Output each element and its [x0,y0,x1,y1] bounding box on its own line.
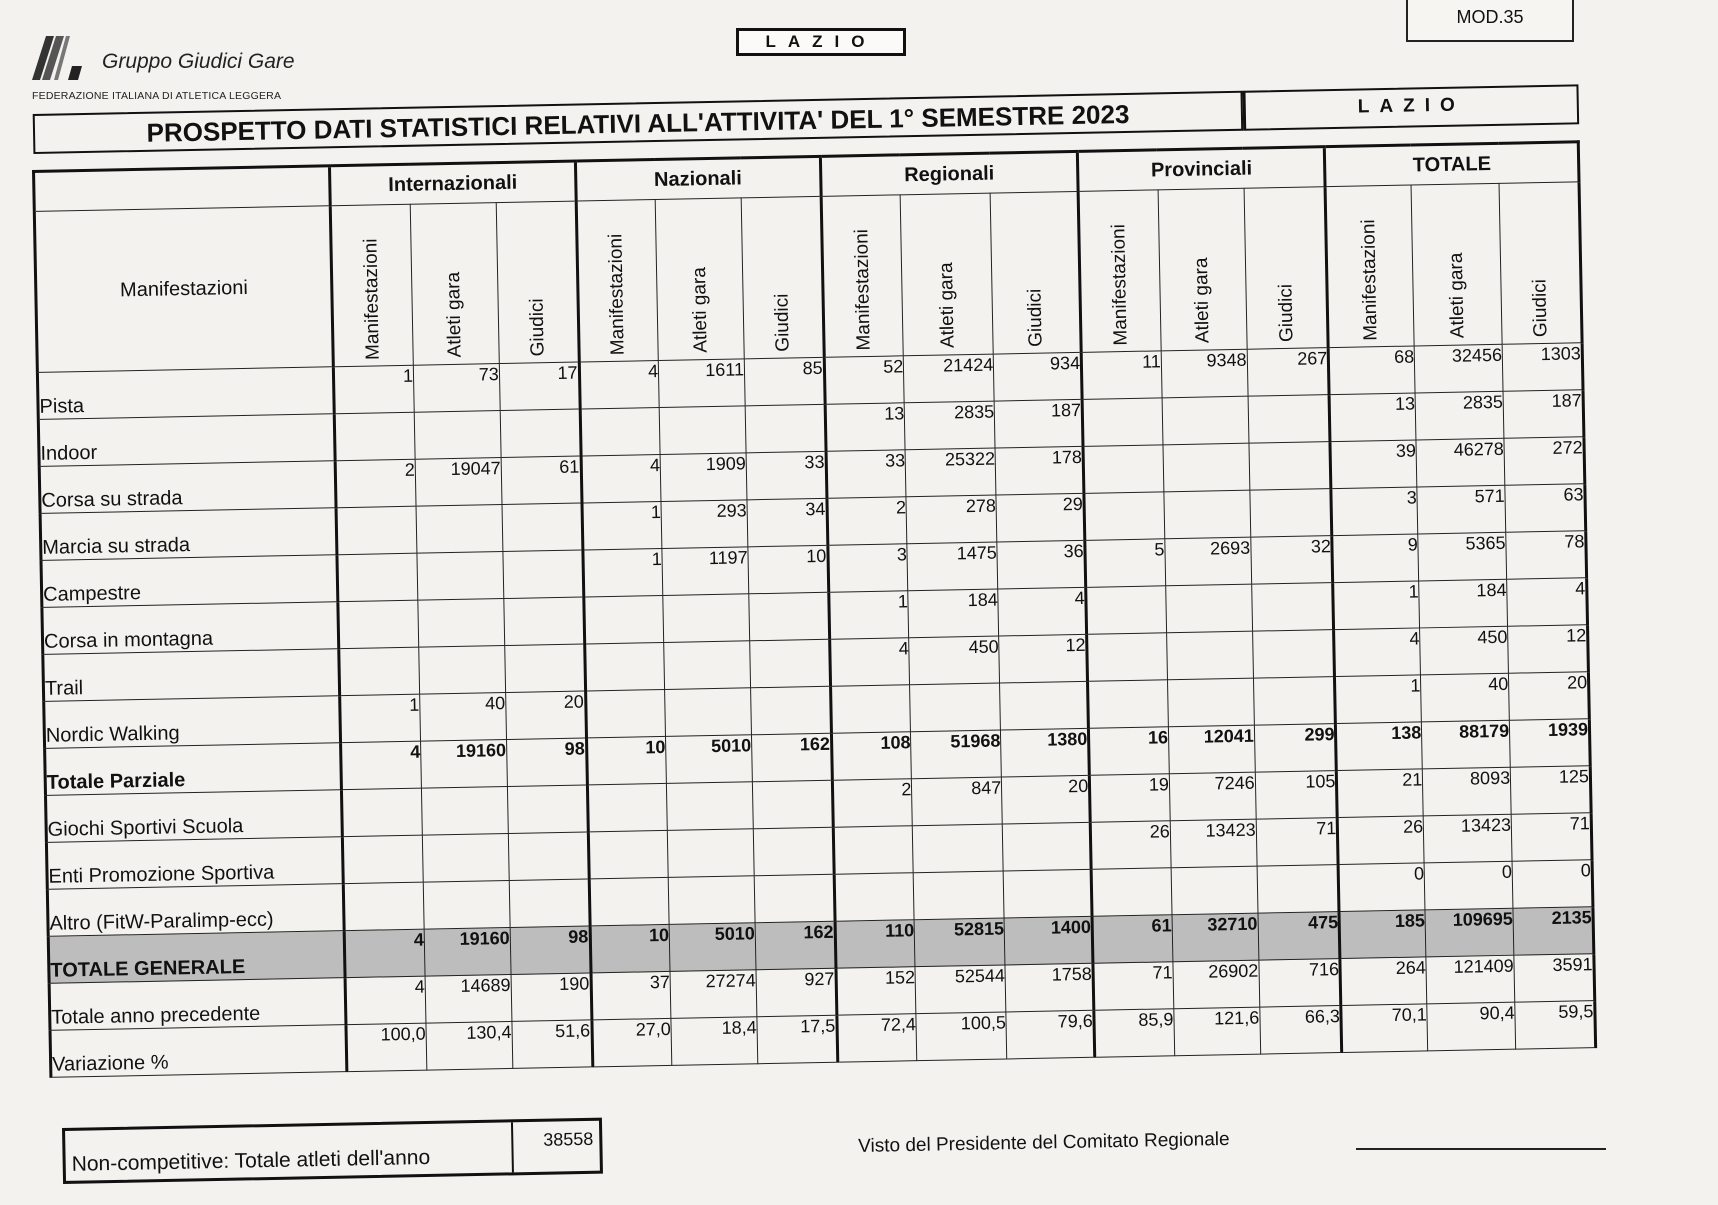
table-cell [913,824,1004,873]
table-cell: 27274 [670,970,757,1019]
table-cell [1163,443,1250,492]
table-cell: 138 [1336,722,1423,771]
table-cell [587,783,668,832]
table-cell: 185 [1339,910,1426,959]
table-cell: 450 [909,636,1000,685]
table-cell: 1939 [1509,719,1590,768]
column-header-label: Atleti gara [1445,252,1469,339]
table-cell: 40 [1421,673,1510,722]
column-header-label: Giudici [526,298,549,357]
column-header [496,201,579,364]
table-cell: 9 [1332,534,1419,583]
table-cell: 125 [1510,766,1591,815]
column-header-label: Atleti gara [443,272,467,359]
table-cell [1082,398,1163,447]
table-cell [663,594,750,643]
table-cell: 20 [1002,775,1091,824]
table-cell: 12 [1508,625,1589,674]
group-header: Nazionali [575,156,821,201]
table-cell: 19 [1090,774,1171,823]
table-cell: 36 [997,540,1086,589]
table-cell: 2 [832,779,913,828]
table-cell: 2835 [1415,391,1504,440]
row-label: Corsa in montagna [42,602,339,655]
table-cell: 5 [1085,539,1166,588]
table-cell: 19047 [415,458,502,507]
column-header-label: Giudici [1274,283,1298,343]
table-cell: 1303 [1502,343,1583,392]
table-cell: 98 [510,926,591,975]
table-cell: 2835 [905,401,996,450]
column-header [1244,187,1329,350]
row-label: Totale anno precedente [49,978,346,1031]
table-cell: 70,1 [1341,1004,1428,1053]
table-cell [422,833,509,882]
table-cell: 13 [1330,393,1417,442]
table-cell [416,505,503,554]
table-cell [1166,584,1253,633]
table-cell: 68 [1329,346,1416,395]
column-header [901,193,994,356]
table-cell: 73 [413,364,500,413]
column-header [331,204,414,367]
org-name: Gruppo Giudici Gare [102,50,295,73]
table-cell [585,689,666,738]
table-cell [1086,586,1167,635]
table-cell: 40 [420,693,507,742]
group-header: TOTALE [1325,142,1579,187]
table-cell: 46278 [1416,438,1505,487]
table-cell: 32710 [1172,913,1259,962]
table-cell: 2135 [1513,907,1594,956]
table-cell [1084,492,1165,541]
table-cell: 39 [1330,440,1417,489]
table-cell [344,882,425,931]
table-cell [833,826,914,875]
table-cell: 121,6 [1174,1007,1261,1056]
region-label-top: LAZIO [736,28,906,56]
table-cell [1253,677,1336,726]
table-cell: 51968 [911,730,1002,779]
column-header-label: Manifestazioni [1108,223,1132,346]
table-cell: 17,5 [757,1015,838,1064]
table-cell: 21 [1337,769,1424,818]
row-label: TOTALE GENERALE [48,931,345,984]
table-cell: 2 [827,497,908,546]
table-cell: 475 [1258,912,1341,961]
table-cell: 20 [1509,672,1590,721]
org-subtitle: FEDERAZIONE ITALIANA DI ATLETICA LEGGERA [32,90,282,102]
table-cell [914,871,1005,920]
table-cell: 4 [344,929,425,978]
table-cell [753,827,834,876]
table-cell: 4 [345,976,426,1025]
table-cell: 63 [1505,484,1586,533]
table-cell: 4 [579,361,660,410]
table-cell: 61 [1092,915,1173,964]
table-cell [502,503,583,552]
table-cell [1166,631,1253,680]
row-label: Giochi Sportivi Scuola [46,790,343,843]
table-cell: 267 [1247,348,1330,397]
row-header: Manifestazioni [34,206,333,373]
table-cell: 4 [1334,628,1421,677]
group-header: Provinciali [1078,147,1326,192]
column-header-label: Atleti gara [935,262,959,349]
table-cell [1000,681,1089,730]
table-cell: 5365 [1418,532,1507,581]
table-cell: 130,4 [426,1021,513,1070]
table-cell: 32456 [1414,344,1503,393]
table-cell: 1 [340,694,421,743]
table-cell: 187 [1503,390,1584,439]
table-cell: 13423 [1170,819,1257,868]
table-cell [418,599,505,648]
table-cell: 13 [825,403,906,452]
table-cell: 5010 [666,735,753,784]
column-header [990,191,1081,354]
table-cell [508,832,589,881]
stats-table [32,140,1597,1078]
table-cell: 26 [1090,821,1171,870]
table-cell: 52544 [915,965,1006,1014]
row-label: Corsa su strada [39,461,336,514]
column-header [1326,185,1415,348]
table-cell: 1 [582,548,663,597]
row-label: Trail [43,649,340,702]
table-cell: 19160 [424,927,511,976]
table-cell: 72,4 [837,1014,918,1063]
table-cell [834,873,915,922]
column-header-label: Atleti gara [688,267,712,354]
table-cell [342,788,423,837]
table-cell: 13423 [1423,814,1512,863]
column-header [821,195,904,358]
table-cell: 17 [499,362,580,411]
table-cell: 0 [1512,860,1593,909]
table-cell: 71 [1511,813,1592,862]
column-header [576,200,659,363]
table-cell: 33 [746,451,827,500]
table-cell: 1380 [1001,728,1090,777]
table-cell [751,686,832,735]
table-cell: 299 [1254,724,1337,773]
column-header-row [34,182,1582,373]
table-cell: 4 [341,741,422,790]
table-cell: 8093 [1423,767,1512,816]
group-header: Internazionali [330,161,576,206]
table-cell: 847 [912,777,1003,826]
corner-cell [34,166,331,212]
table-cell [1248,395,1331,444]
table-cell: 450 [1420,626,1509,675]
table-cell: 20 [505,691,586,740]
table-cell: 52815 [914,918,1005,967]
table-cell: 108 [831,732,912,781]
row-label: Indoor [38,414,335,467]
table-cell: 78 [1506,531,1587,580]
table-cell: 52 [824,356,905,405]
table-cell [830,685,911,734]
table-cell: 934 [994,352,1083,401]
table-cell: 12041 [1168,725,1255,774]
form-code: MOD.35 [1456,7,1524,27]
table-cell: 88179 [1422,720,1511,769]
table-cell [1251,583,1334,632]
table-cell: 272 [1504,437,1585,486]
table-cell: 1 [1335,675,1422,724]
row-label: Altro (FitW-Paralimp-ecc) [47,884,344,937]
table-cell: 19160 [421,739,508,788]
table-cell: 10 [590,924,671,973]
table-cell: 71 [1093,962,1174,1011]
table-cell: 33 [826,450,907,499]
column-header-label: Atleti gara [1191,257,1214,344]
table-cell: 10 [748,545,829,594]
row-label: Campestre [41,555,338,608]
table-cell: 61 [501,456,582,505]
group-header: Regionali [820,151,1078,196]
table-body [37,343,1595,1078]
table-cell [500,409,581,458]
column-header [410,203,499,366]
table-cell: 27,0 [591,1018,672,1067]
table-cell: 109695 [1425,908,1514,957]
table-cell [423,880,510,929]
table-cell: 1758 [1005,963,1094,1012]
table-cell [1003,869,1092,918]
row-label: Enti Promozione Sportiva [46,837,343,890]
column-header-label: Manifestazioni [1358,218,1382,341]
form-code-box [1406,0,1574,42]
table-cell [910,683,1001,732]
table-cell [1087,633,1168,682]
table-cell [668,876,755,925]
table-cell [1162,396,1249,445]
column-header [1411,183,1502,346]
table-cell [504,597,585,646]
table-cell [419,646,506,695]
table-cell: 29 [996,493,1085,542]
table-cell [667,782,754,831]
table-cell: 190 [511,973,592,1022]
table-cell [1003,822,1092,871]
table-cell: 85 [744,357,825,406]
table-cell: 21424 [904,354,995,403]
table-cell: 14689 [425,974,512,1023]
table-cell: 110 [835,920,916,969]
table-cell: 105 [1255,771,1338,820]
table-cell: 16 [1089,727,1170,776]
table-cell: 1197 [662,547,749,596]
table-cell [414,411,501,460]
table-cell: 18,4 [671,1017,758,1066]
table-cell: 25322 [905,448,996,497]
page-title: PROSPETTO DATI STATISTICI RELATIVI ALL'ATTIVITA' DEL 1° SEMESTRE 2023 [33,91,1244,154]
table-cell: 162 [755,921,836,970]
table-cell [754,874,835,923]
table-cell: 4 [581,454,662,503]
table-cell: 178 [995,446,1084,495]
table-cell: 32 [1250,536,1333,585]
table-cell: 3 [1331,487,1418,536]
column-header [1078,190,1161,353]
table-cell [667,829,754,878]
column-header [655,198,744,361]
table-cell [1257,865,1340,914]
table-cell: 3 [828,544,909,593]
table-cell: 571 [1417,485,1506,534]
table-cell [665,688,752,737]
table-cell: 4 [829,638,910,687]
table-cell: 34 [747,498,828,547]
table-cell: 1 [334,365,415,414]
table-cell: 278 [906,495,997,544]
table-cell [749,592,830,641]
table-cell [339,647,420,696]
table-cell: 59,5 [1515,1001,1596,1050]
table-cell [1250,489,1333,538]
noncompetitive-value: 38558 [543,1128,594,1150]
column-header-label: Manifestazioni [360,237,384,360]
table-cell: 162 [752,733,833,782]
table-cell: 98 [506,738,587,787]
table-cell [584,642,665,691]
table-cell [659,406,746,455]
table-cell: 2693 [1165,537,1252,586]
table-cell: 9348 [1161,349,1248,398]
table-cell: 11 [1081,351,1162,400]
table-cell [752,780,833,829]
table-cell: 3591 [1514,954,1595,1003]
president-approval-label: Visto del Presidente del Comitato Regionale [858,1128,1230,1157]
column-header-label: Giudici [771,293,794,352]
table-cell: 26902 [1173,960,1260,1009]
table-cell [507,785,588,834]
signature-line [1356,1148,1606,1150]
noncompetitive-label: Non-competitive: Totale atleti dell'anno [65,1122,514,1181]
table-cell: 79,6 [1006,1010,1095,1059]
table-cell [421,786,508,835]
table-cell [336,506,417,555]
row-label: Totale Parziale [45,743,342,796]
table-cell: 264 [1340,957,1427,1006]
stats-sheet [32,140,1597,1078]
table-cell: 90,4 [1427,1002,1516,1051]
table-cell: 26 [1338,816,1425,865]
table-cell: 927 [756,968,837,1017]
table-cell [588,830,669,879]
table-cell [1083,445,1164,494]
table-cell [745,404,826,453]
table-cell: 85,9 [1094,1009,1175,1058]
table-cell: 100,0 [346,1023,427,1072]
table-cell: 100,5 [916,1012,1007,1061]
table-cell: 184 [908,589,999,638]
row-label: Variazione % [50,1025,347,1078]
table-cell [1088,680,1169,729]
column-header-label: Manifestazioni [850,228,875,351]
table-cell [338,600,419,649]
table-cell: 187 [994,399,1083,448]
row-label: Pista [37,367,334,420]
table-cell: 5010 [669,923,756,972]
table-cell [580,407,661,456]
table-cell [664,641,751,690]
table-cell: 152 [836,967,917,1016]
column-header [741,196,824,359]
table-cell: 4 [998,587,1087,636]
column-header [1158,188,1247,351]
row-label: Nordic Walking [44,696,341,749]
table-cell [583,595,664,644]
table-cell: 66,3 [1260,1006,1343,1055]
table-cell: 1 [1333,581,1420,630]
column-header-label: Manifestazioni [605,233,630,355]
table-cell [1167,678,1254,727]
table-cell [417,552,504,601]
table-cell [1171,866,1258,915]
table-cell [750,639,831,688]
table-cell: 1 [582,501,663,550]
row-label: Marcia su strada [40,508,337,561]
table-cell [589,877,670,926]
table-cell [1091,868,1172,917]
table-cell [335,412,416,461]
table-cell: 293 [661,500,748,549]
table-cell: 1909 [660,453,747,502]
column-header-label: Giudici [1529,278,1552,338]
table-cell: 716 [1259,959,1342,1008]
column-header-label: Giudici [1024,288,1047,347]
table-cell: 51,6 [512,1020,593,1069]
table-cell: 0 [1339,863,1426,912]
table-cell [505,644,586,693]
table-cell: 121409 [1426,955,1515,1004]
table-cell: 4 [1507,578,1588,627]
title-region: LAZIO [1242,84,1579,130]
table-cell [343,835,424,884]
table-cell [503,550,584,599]
table-cell: 71 [1256,818,1339,867]
table-cell: 2 [335,459,416,508]
table-cell: 12 [999,634,1088,683]
table-cell: 7246 [1169,772,1256,821]
table-cell [1252,630,1335,679]
noncompetitive-box [62,1118,603,1184]
table-cell: 184 [1419,579,1508,628]
table-cell [1164,490,1251,539]
table-cell: 1475 [907,542,998,591]
table-cell: 1400 [1004,916,1093,965]
table-cell [1249,442,1332,491]
table-cell [509,879,590,928]
table-cell: 10 [586,736,667,785]
table-cell: 1611 [658,359,745,408]
table-cell [337,553,418,602]
table-cell: 0 [1424,861,1513,910]
table-cell: 1 [828,591,909,640]
column-header [1499,182,1582,345]
table-cell: 37 [591,971,672,1020]
